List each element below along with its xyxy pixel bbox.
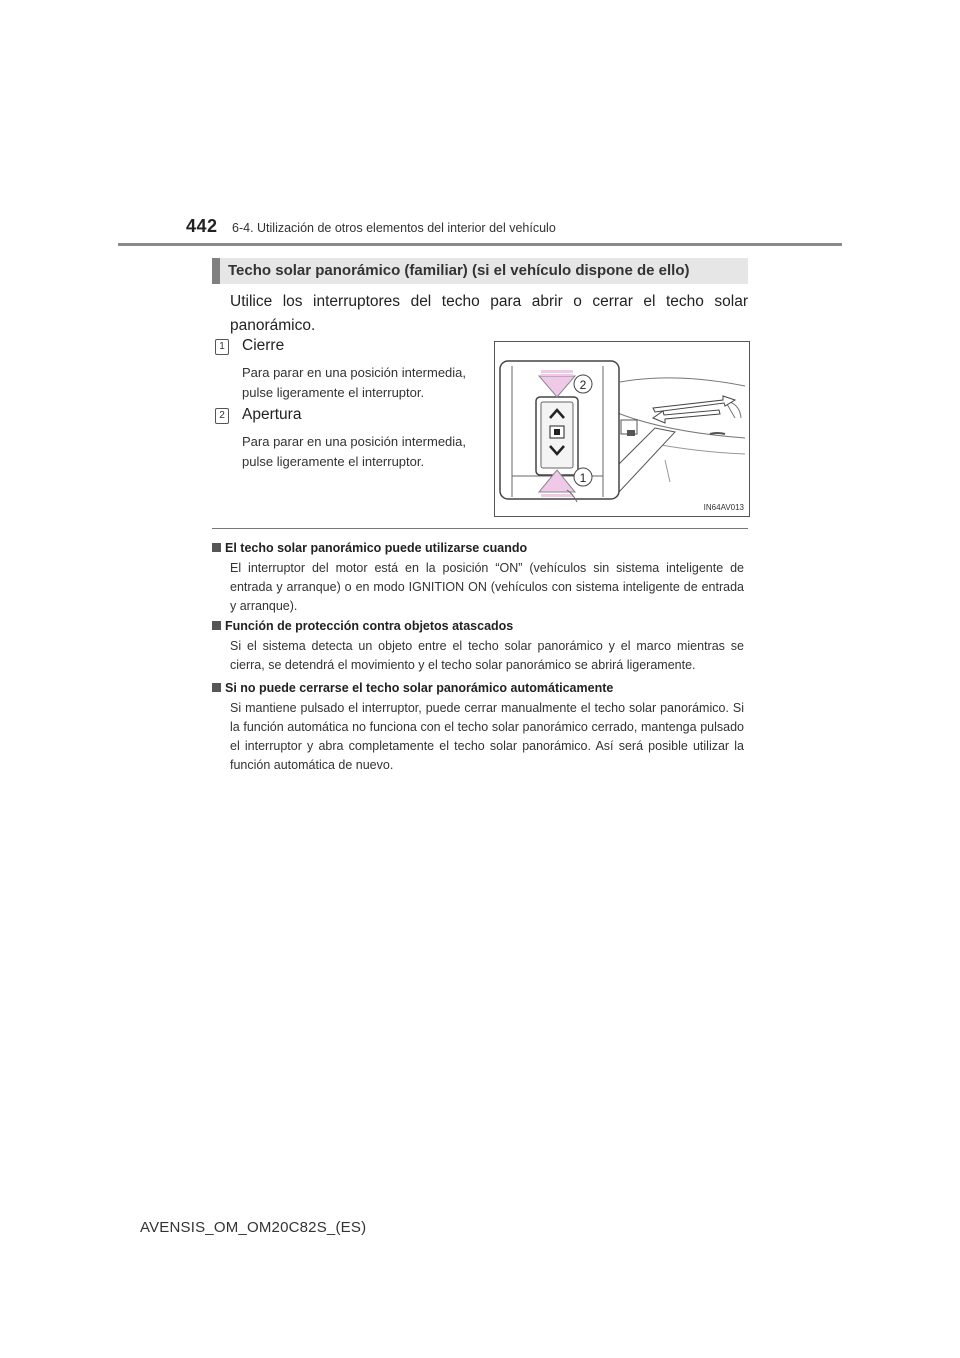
note-body-2: Si el sistema detecta un objeto entre el techo solar panorámico y el marco mientras se cierra, se detendrá el movimiento y el techo solar panorámico se abrirá ligeramente. [230,639,744,672]
callout-2: 2 [579,378,587,392]
note-heading-3: Si no puede cerrarse el techo solar panorámico automáticamente [212,681,613,695]
note-heading-1: El techo solar panorámico puede utilizarse cuando [212,541,527,555]
separator-rule [212,528,748,529]
item-label-apertura: Apertura [242,406,302,423]
note-body-1: El interruptor del motor está en la posición “ON” (vehículos sin sistema inteligente de entrada y arranque) o en modo IGNITION ON (vehículos con sistema inteligente de entrada y arranque). [230,561,744,613]
item-desc-cierre: Para parar en una posición intermedia, pulse ligeramente el interruptor. [242,365,467,400]
item-desc-apertura: Para parar en una posición intermedia, pulse ligeramente el interruptor. [242,434,467,469]
item-label-cierre: Cierre [242,337,285,354]
sunroof-switch-figure [494,341,750,517]
note-body-3: Si mantiene pulsado el interruptor, puede cerrar manualmente el techo solar panorámico. Si la función automática no funciona con el techo solar panorámico cerrado, mantenga pulsado el interruptor y abra completamente el techo solar panorámico. Así será posible utilizar la función automática de nuevo. [230,701,744,772]
section-title-bar [212,258,748,284]
bullet-square-icon [212,543,221,552]
page-number: 442 [186,216,218,236]
bullet-square-icon [212,683,221,692]
footer-document-code: AVENSIS_OM_OM20C82S_(ES) [140,1219,367,1236]
callout-1: 1 [579,471,587,485]
sunroof-icon [550,426,564,438]
slide-arrow-icon [653,396,735,423]
section-path: 6-4. Utilización de otros elementos del interior del vehículo [232,221,556,235]
sunroof-switch-illustration [495,342,749,516]
item-number-icon-2: 2 [215,408,229,424]
header-rule [118,243,842,246]
bullet-square-icon [212,621,221,630]
intro-text: Utilice los interruptores del techo para abrir o cerrar el techo solar panorámico. [230,293,748,334]
note-heading-2: Función de protección contra objetos atascados [212,619,513,633]
section-title: Techo solar panorámico (familiar) (si el vehículo dispone de ello) [228,262,690,279]
figure-code: IN64AV013 [703,503,744,512]
item-number-icon-1: 1 [215,339,229,355]
title-tab-marker [212,258,220,284]
